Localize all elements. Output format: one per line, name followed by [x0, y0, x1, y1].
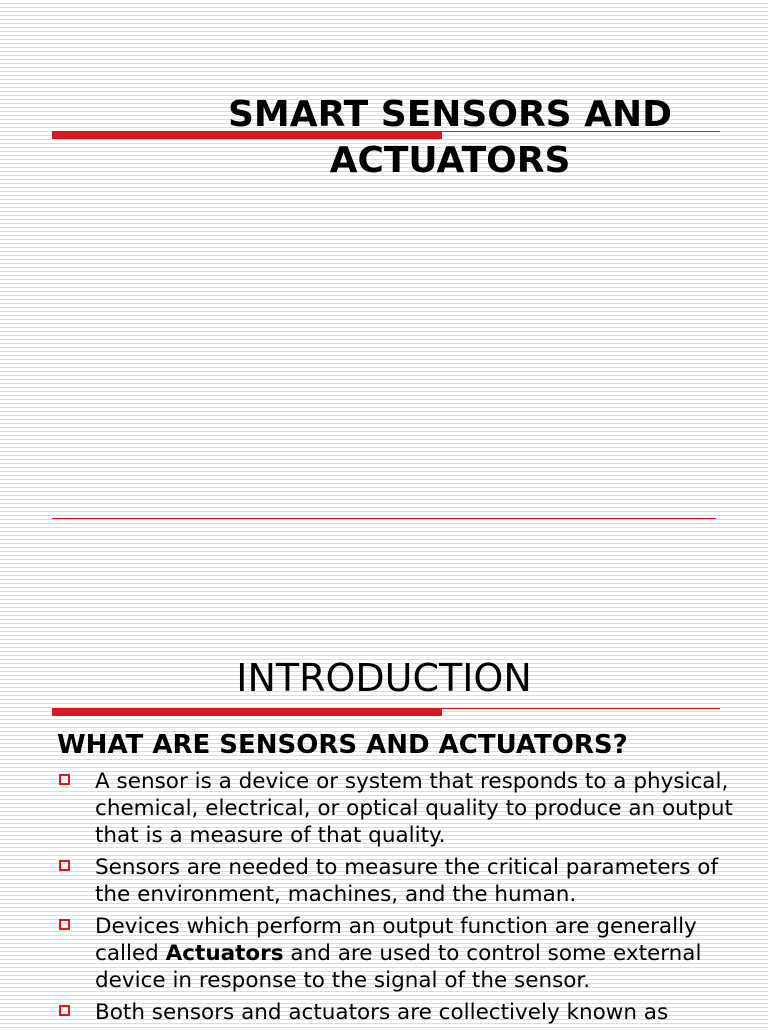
- hollow-square-bullet-icon: [59, 1005, 70, 1016]
- accent-line-bottom: [52, 518, 716, 519]
- title-line-1: SMART SENSORS AND: [227, 94, 673, 135]
- bullet-text: A sensor is a device or system that responds to a physical, chemical, electrical, or optical quality to produce an output that is a measure of that quality.: [95, 769, 733, 848]
- hollow-square-bullet-icon: [59, 860, 70, 871]
- bullet-text-before: Devices which perform an output function are generally called: [95, 914, 697, 966]
- slide-title-heading: [200, 92, 700, 184]
- intro-accent-line: [52, 708, 720, 709]
- bullet-text: Sensors are needed to measure the critical parameters of the environment, machines, and the human.: [95, 855, 719, 907]
- title-line-2: ACTUATORS: [329, 140, 571, 181]
- bullet-bold-term: Actuators: [165, 941, 284, 966]
- hollow-square-bullet-icon: [59, 774, 70, 785]
- intro-title: INTRODUCTION: [236, 656, 532, 700]
- intro-accent-bar-thick: [52, 708, 442, 716]
- slide-introduction: [0, 560, 768, 1024]
- hollow-square-bullet-icon: [59, 919, 70, 930]
- bullet-list: [0, 768, 768, 1031]
- bullet-text: Both sensors and actuators are collectively known as: [95, 1000, 669, 1025]
- list-item: [0, 768, 768, 849]
- list-item: [0, 913, 768, 994]
- intro-subheading: WHAT ARE SENSORS AND ACTUATORS?: [57, 730, 628, 760]
- list-item: [0, 854, 768, 908]
- bullet-text-after: and are used to control some external device in response to the signal of the sensor.: [95, 941, 702, 993]
- list-item: [0, 999, 768, 1026]
